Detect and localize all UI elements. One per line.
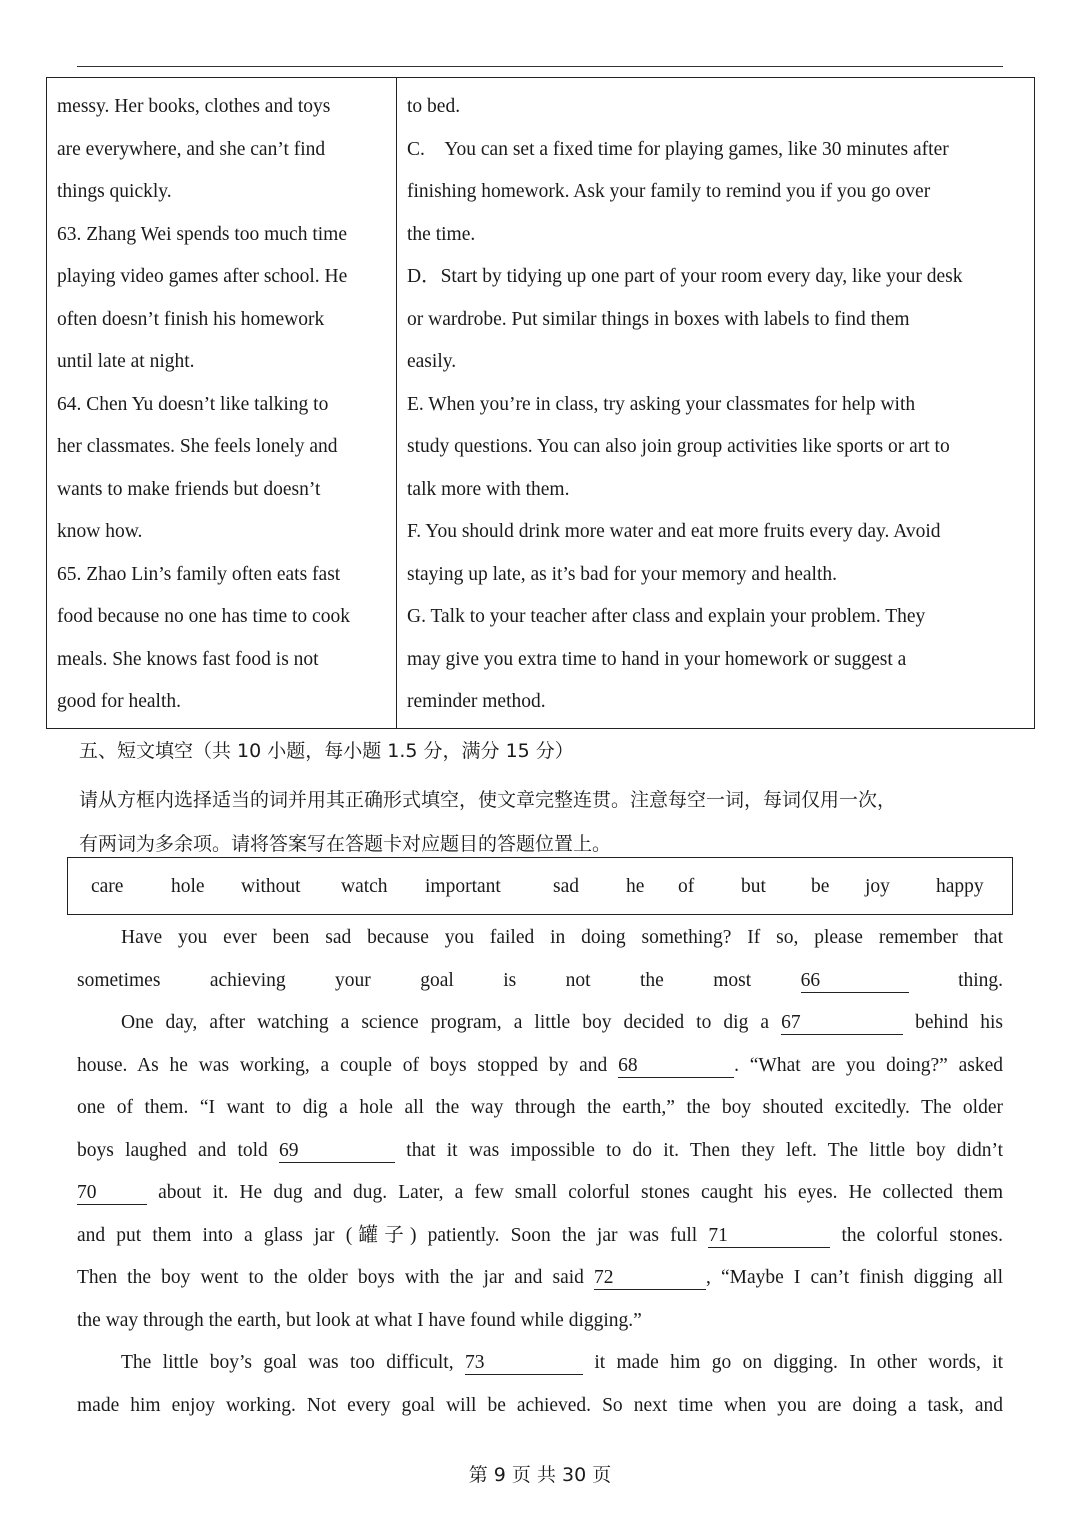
problem-line: 63. Zhang Wei spends too much time (57, 223, 347, 245)
blank-66[interactable]: 66 (801, 970, 909, 993)
problem-line: playing video games after school. He (57, 266, 348, 287)
advice-line: reminder method. (407, 691, 546, 712)
problem-line: until late at night. (57, 351, 195, 372)
passage-line: sometimes achieving your goal is not the most 66 thing. (77, 969, 1004, 991)
problem-line: wants to make friends but doesn’t (57, 478, 321, 500)
advice-line: E. When you’re in class, try asking your classmates for help with (407, 393, 916, 415)
passage-line: 70 about it. He dug and dug. Later, a few small colorful stones caught his eyes. He collected them (77, 1182, 1003, 1203)
passage-line: house. As he was working, a couple of boys stopped by and 68 . “What are you doing?” asked (77, 1054, 1003, 1076)
instruction-line: 有两词为多余项。请将答案写在答题卡对应题目的答题位置上。 (79, 833, 612, 855)
word-bank-item: joy (865, 876, 890, 897)
passage-line: the way through the earth, but look at what I have found while digging.” (77, 1309, 642, 1331)
word-bank-item: watch (341, 876, 388, 897)
word-bank-item: care (91, 876, 124, 897)
passage-line: Have you ever been sad because you failed in doing something? If so, please remember that (121, 927, 1003, 948)
advice-line: F. You should drink more water and eat more fruits every day. Avoid (407, 521, 941, 542)
blank-70[interactable]: 70 (77, 1182, 147, 1205)
section-instructions (79, 778, 1009, 866)
blank-69[interactable]: 69 (279, 1140, 395, 1163)
blank-73[interactable]: 73 (465, 1352, 583, 1375)
advice-line: or wardrobe. Put similar things in boxes with labels to find them (407, 308, 910, 330)
problem-line: 64. Chen Yu doesn’t like talking to (57, 393, 329, 415)
advice-line: easily. (407, 351, 457, 372)
advice-line: D．Start by tidying up one part of your room every day, like your desk (407, 266, 963, 287)
problem-line: things quickly. (57, 181, 172, 202)
advice-line: may give you extra time to hand in your homework or suggest a (407, 648, 907, 670)
section-title: 五、短文填空（共 10 小题，每小题 1.5 分，满分 15 分） (79, 740, 574, 762)
word-bank-item: of (678, 876, 695, 897)
passage-line: Then the boy went to the older boys with the jar and said 72 , “Maybe I can’t finish digging all (77, 1267, 1003, 1288)
advice-line: talk more with them. (407, 478, 570, 500)
passage-line: made him enjoy working. Not every goal will be achieved. So next time when you are doing a task, and (77, 1394, 1003, 1416)
instruction-line: 请从方框内选择适当的词并用其正确形式填空，使文章完整连贯。注意每空一词，每词仅用一次， (79, 789, 897, 811)
problems-column (47, 78, 397, 728)
matching-table (46, 77, 1035, 729)
blank-72[interactable]: 72 (594, 1267, 706, 1290)
advice-line: finishing homework. Ask your family to remind you if you go over (407, 181, 931, 202)
advice-line: C. You can set a fixed time for playing games, like 30 minutes after (407, 138, 949, 160)
word-bank-item: he (626, 876, 645, 897)
advice-line: study questions. You can also join group activities like sports or art to (407, 436, 950, 457)
advice-line: the time. (407, 223, 476, 245)
problem-line: food because no one has time to cook (57, 606, 350, 627)
word-bank-item: sad (553, 876, 579, 897)
blank-68[interactable]: 68 (618, 1055, 734, 1078)
header-rule (77, 66, 1003, 67)
page-number: 第 9 页 共 30 页 (468, 1464, 612, 1486)
problem-line: know how. (57, 521, 143, 542)
problem-line: good for health. (57, 691, 182, 712)
advice-column (397, 78, 1034, 728)
word-bank-item: important (425, 876, 501, 897)
problem-line: her classmates. She feels lonely and (57, 436, 338, 457)
passage-line: one of them. “I want to dig a hole all the way through the earth,” the boy shouted excitedly. The older (77, 1097, 1003, 1118)
passage-line: and put them into a glass jar (罐子) patiently. Soon the jar was full 71 the colorful stones. (77, 1224, 1003, 1246)
problem-line: 65. Zhao Lin’s family often eats fast (57, 563, 341, 585)
word-bank-item: be (811, 876, 830, 897)
blank-67[interactable]: 67 (781, 1012, 903, 1035)
word-bank-item: hole (171, 876, 205, 897)
problem-line: messy. Her books, clothes and toys (57, 96, 331, 117)
passage-line: One day, after watching a science program, a little boy decided to dig a 67 behind his (121, 1012, 1003, 1033)
problem-line: often doesn’t finish his homework (57, 308, 325, 330)
passage (77, 917, 1003, 1427)
problem-line: are everywhere, and she can’t find (57, 138, 326, 160)
word-bank-item: but (741, 876, 766, 897)
advice-line: to bed. (407, 96, 461, 117)
passage-line: boys laughed and told 69 that it was impossible to do it. Then they left. The little boy didn’t (77, 1139, 1004, 1161)
problem-line: meals. She knows fast food is not (57, 648, 319, 670)
word-bank-item: happy (936, 876, 984, 897)
advice-line: staying up late, as it’s bad for your memory and health. (407, 563, 837, 585)
word-bank-item: without (241, 876, 301, 897)
passage-line: The little boy’s goal was too difficult, 73 it made him go on digging. In other words, it (121, 1352, 1004, 1373)
blank-71[interactable]: 71 (708, 1225, 830, 1248)
word-bank-box (67, 857, 1013, 915)
advice-line: G. Talk to your teacher after class and explain your problem. They (407, 606, 926, 627)
